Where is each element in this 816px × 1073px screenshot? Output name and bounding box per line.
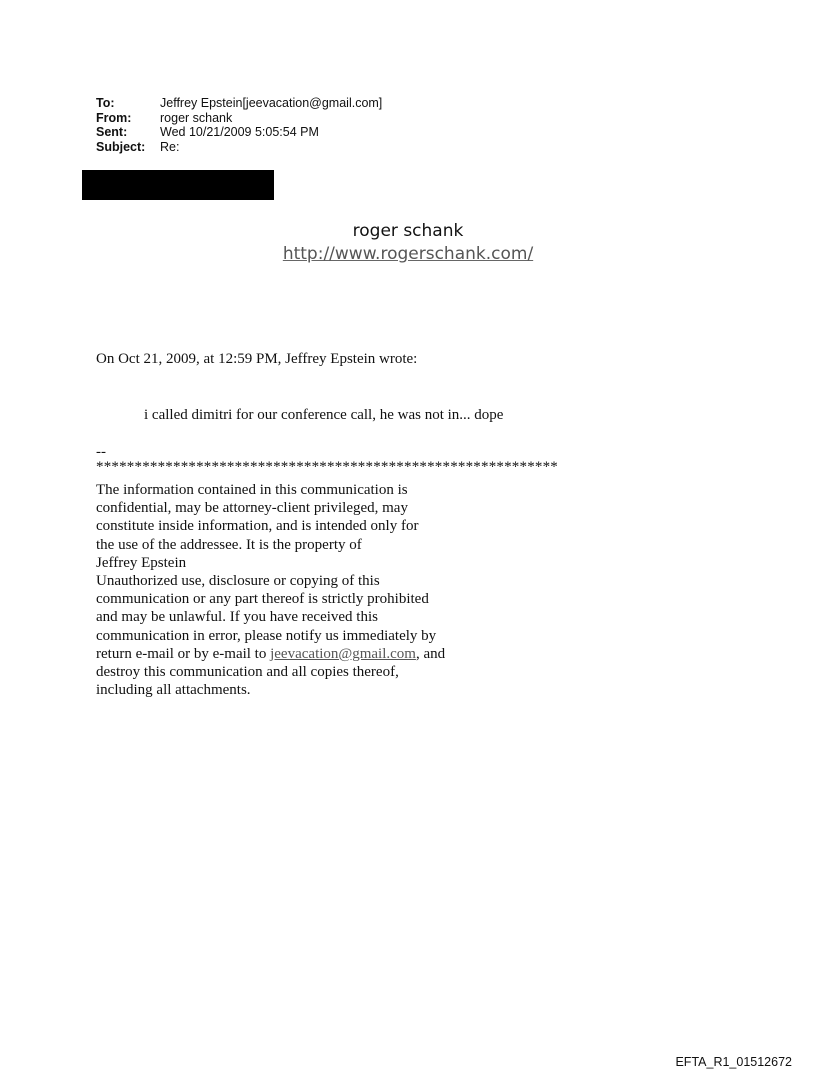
confidentiality-disclaimer [96, 481, 445, 699]
from-label: From: [96, 110, 132, 125]
to-row [96, 96, 382, 111]
disclaimer-line: Unauthorized use, disclosure or copying of this [96, 573, 380, 590]
subject-row [96, 140, 382, 155]
quoted-attribution: On Oct 21, 2009, at 12:59 PM, Jeffrey Epstein wrote: [96, 351, 418, 367]
disclaimer-line: communication or any part thereof is strictly prohibited [96, 591, 429, 608]
disclaimer-line-with-link [96, 645, 445, 663]
document-id: EFTA_R1_01512672 [675, 1055, 792, 1069]
asterisk-divider: ************************************************************ [96, 459, 558, 475]
email-link[interactable]: jeevacation@gmail.com [270, 645, 416, 662]
disclaimer-line: destroy this communication and all copies thereof, [96, 664, 399, 681]
email-header [96, 96, 382, 154]
disclaimer-line: including all attachments. [96, 682, 251, 699]
signature-link[interactable]: http://www.rogerschank.com/ [282, 244, 534, 264]
from-row [96, 111, 382, 126]
disclaimer-line: constitute inside information, and is intended only for [96, 518, 419, 535]
disclaimer-line: Jeffrey Epstein [96, 554, 187, 571]
disclaimer-text: , and [415, 645, 446, 662]
disclaimer-line: the use of the addressee. It is the property of [96, 536, 362, 553]
subject-label: Subject: [96, 139, 146, 154]
disclaimer-line: The information contained in this communication is [96, 482, 408, 498]
sent-value: Wed 10/21/2009 5:05:54 PM [160, 125, 319, 139]
to-value: Jeffrey Epstein[jeevacation@gmail.com] [160, 96, 383, 110]
disclaimer-line: and may be unlawful. If you have received this [96, 609, 378, 626]
disclaimer-line: communication in error, please notify us immediately by [96, 627, 437, 644]
sent-row [96, 125, 382, 140]
signature-name: roger schank [352, 221, 464, 241]
to-label: To: [96, 96, 115, 110]
signature-separator: -- [96, 444, 106, 460]
from-value: roger schank [160, 110, 233, 125]
subject-value: Re: [160, 139, 180, 154]
quoted-message: i called dimitri for our conference call, he was not in... dope [144, 407, 504, 423]
disclaimer-line: confidential, may be attorney-client privileged, may [96, 500, 408, 517]
disclaimer-text: return e-mail or by e-mail to [96, 645, 271, 662]
redaction-box [82, 170, 274, 200]
sent-label: Sent: [96, 125, 128, 139]
